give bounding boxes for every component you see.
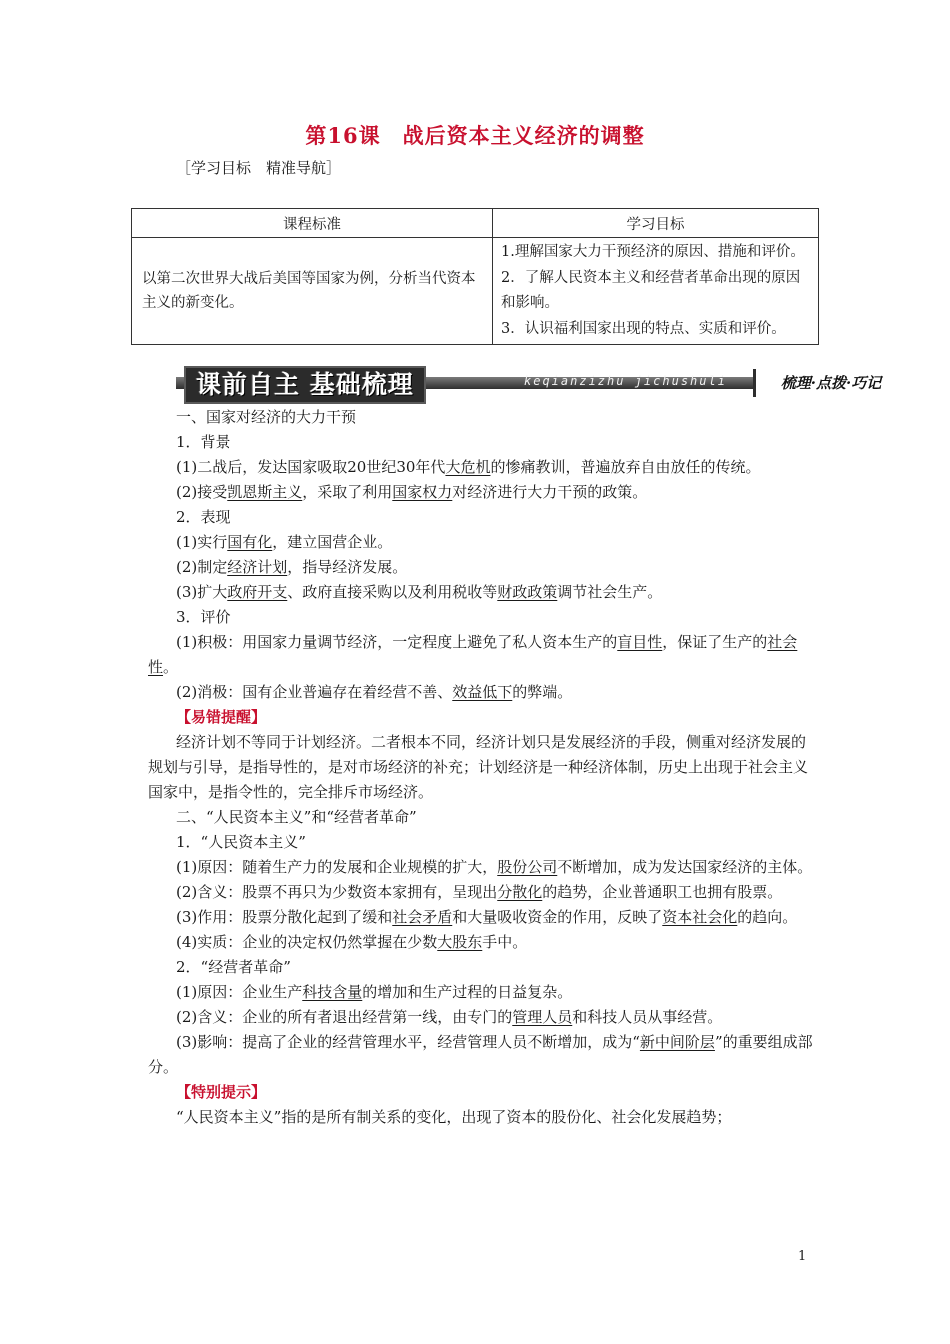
subsection-heading: 1．背景	[176, 433, 231, 451]
course-standard-cell: 以第二次世界大战后美国等国家为例，分析当代资本主义的新变化。	[132, 238, 493, 345]
paragraph: (2)制定经济计划，指导经济发展。	[176, 558, 408, 576]
paragraph: (1)原因：随着生产力的发展和企业规模的扩大，股份公司不断增加，成为发达国家经济的主体。	[176, 858, 813, 876]
paragraph: (1)积极：用国家力量调节经济，一定程度上避免了私人资本生产的盲目性，保证了生产的社会性。	[148, 633, 798, 676]
subsection-heading: 2．“经营者革命”	[176, 958, 291, 976]
paragraph: (2)消极：国有企业普遍存在着经营不善、效益低下的弊端。	[176, 683, 573, 701]
paragraph: (2)含义：股票不再只为少数资本家拥有，呈现出分散化的趋势，企业普通职工也拥有股票。	[176, 883, 783, 901]
tip-label: 【易错提醒】	[176, 708, 267, 726]
paragraph: (3)作用：股票分散化起到了缓和社会矛盾和大量吸收资金的作用，反映了资本社会化的趋向。	[176, 908, 798, 926]
banner-main-text: 课前自主 基础梳理	[184, 366, 426, 404]
objective-item: 3．认识福利国家出现的特点、实质和评价。	[501, 320, 786, 337]
paragraph: (1)实行国有化，建立国营企业。	[176, 533, 393, 551]
paragraph: (1)原因：企业生产科技含量的增加和生产过程的日益复杂。	[176, 983, 573, 1001]
key-term: 经济计划	[227, 558, 288, 576]
key-term: 科技含量	[302, 983, 363, 1001]
key-term: 社会性	[148, 633, 798, 676]
key-term: 资本社会化	[662, 908, 738, 926]
tip-label: 【特别提示】	[176, 1083, 267, 1101]
key-term: 社会矛盾	[392, 908, 453, 926]
page-number: 1	[798, 1249, 807, 1264]
table-header-standard: 课程标准	[132, 209, 493, 238]
key-term: 财政政策	[497, 583, 558, 601]
subsection-heading: 1．“人民资本主义”	[176, 833, 306, 851]
section-heading: 二、“人民资本主义”和“经营者革命”	[176, 808, 417, 826]
paragraph: (4)实质：企业的决定权仍然掌握在少数大股东手中。	[176, 933, 528, 951]
subsection-heading: 3．评价	[176, 608, 231, 626]
key-term: 大股东	[437, 933, 483, 951]
tip-paragraph: “人民资本主义”指的是所有制关系的变化，出现了资本的股份化、社会化发展趋势；	[176, 1108, 732, 1126]
table-header-objectives: 学习目标	[493, 209, 819, 238]
paragraph: (2)接受凯恩斯主义，采取了利用国家权力对经济进行大力干预的政策。	[176, 483, 648, 501]
key-term: 国有化	[227, 533, 273, 551]
subsection-heading: 2．表现	[176, 508, 231, 526]
objectives-cell	[493, 238, 819, 345]
paragraph: (1)二战后，发达国家吸取20世纪30年代大危机的惨痛教训，普遍放弃自由放任的传统。	[176, 458, 761, 476]
key-term: 分散化	[497, 883, 543, 901]
paragraph: (3)影响：提高了企业的经营管理水平，经营管理人员不断增加，成为“新中间阶层”的重要组成部分。	[148, 1033, 813, 1076]
learning-goals-table	[131, 208, 819, 345]
key-term: 国家权力	[392, 483, 453, 501]
section-banner	[176, 366, 906, 400]
key-term: 政府开支	[227, 583, 288, 601]
key-term: 大危机	[445, 458, 491, 476]
banner-tags: 梳理·点拨·巧记	[753, 369, 906, 397]
lesson-title: 第16课 战后资本主义经济的调整	[305, 123, 645, 148]
section-heading: 一、国家对经济的大力干预	[176, 408, 357, 426]
key-term: 管理人员	[512, 1008, 573, 1026]
tip-paragraph: 经济计划不等同于计划经济。二者根本不同，经济计划只是发展经济的手段，侧重对经济发展的规划与引导，是指导性的，是对市场经济的补充；计划经济是一种经济体制，历史上出现于社会主义国家中，是指令性的，完全排斥市场经济。	[148, 733, 809, 801]
paragraph: (3)扩大政府开支、政府直接采购以及利用税收等财政政策调节社会生产。	[176, 583, 663, 601]
banner-pinyin: keqianzizhu jichushuli	[524, 374, 727, 388]
key-term: 股份公司	[497, 858, 558, 876]
objective-item: 2．了解人民资本主义和经营者革命出现的原因和影响。	[501, 269, 801, 311]
document-body	[148, 405, 820, 1130]
key-term: 凯恩斯主义	[227, 483, 303, 501]
key-term: 新中间阶层	[639, 1033, 715, 1051]
key-term: 效益低下	[452, 683, 513, 701]
section-subtitle: ［学习目标 精准导航］	[176, 159, 342, 177]
key-term: 盲目性	[617, 633, 663, 651]
objective-item: 1.理解国家大力干预经济的原因、措施和评价。	[501, 244, 805, 260]
paragraph: (2)含义：企业的所有者退出经营第一线，由专门的管理人员和科技人员从事经营。	[176, 1008, 723, 1026]
